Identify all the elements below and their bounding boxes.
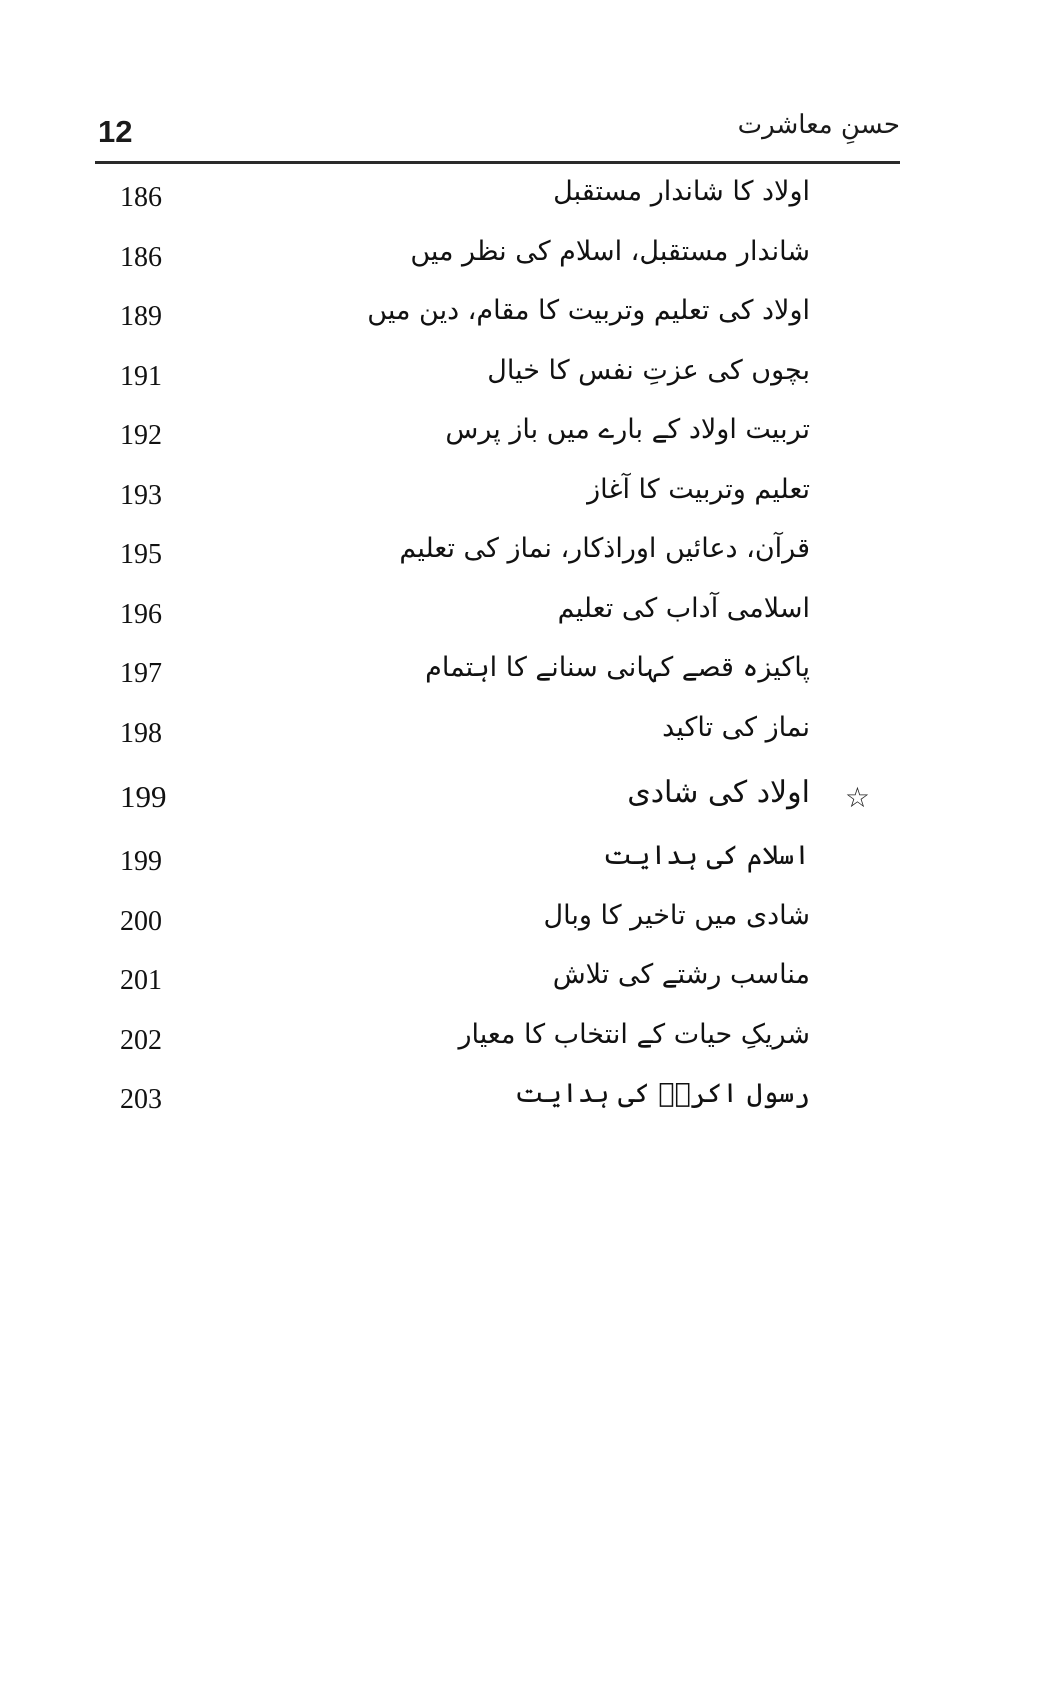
toc-page-number: 186 — [120, 241, 162, 273]
toc-section-heading — [110, 765, 880, 834]
toc-entry-title: مناسب رشتے کی تلاش — [552, 959, 810, 990]
toc-page-number: 193 — [120, 479, 162, 511]
toc-entry-title: تربیت اولاد کے بارے میں باز پرس — [445, 414, 810, 445]
toc-page-number: 199 — [120, 779, 167, 814]
toc-entry — [110, 953, 880, 1013]
toc-entry — [110, 587, 880, 647]
toc-page-number: 199 — [120, 846, 162, 877]
toc-entry-title: اولاد کی تعلیم وتربیت کا مقام، دین میں — [367, 295, 810, 326]
toc-page-number: 201 — [120, 965, 162, 996]
toc-page-number: 191 — [120, 360, 162, 392]
toc-page-number: 189 — [120, 301, 162, 332]
toc-entry-title: بچوں کی عزتِ نفس کا خیال — [487, 354, 810, 386]
toc-entry-title: رسول اکرمؐ کی ہدایت — [514, 1078, 810, 1109]
toc-entry — [110, 1072, 880, 1132]
toc-page-number: 203 — [120, 1084, 162, 1115]
toc-entry — [110, 408, 880, 468]
page-number: 12 — [98, 114, 133, 149]
toc-entry-title: پاکیزہ قصے کہانی سنانے کا اہتمام — [425, 652, 810, 683]
toc-entry-title: شاندار مستقبل، اسلام کی نظر میں — [410, 235, 810, 267]
toc-entry-title: قرآن، دعائیں اوراذکار، نماز کی تعلیم — [399, 533, 810, 564]
toc-entry-title: نماز کی تاکید — [662, 711, 810, 743]
toc-entry — [110, 646, 880, 706]
toc-page-number: 200 — [120, 905, 162, 937]
toc-entry — [110, 1013, 880, 1073]
toc-page-number: 192 — [120, 420, 162, 451]
toc-entry-title: تعلیم وتربیت کا آغاز — [587, 473, 810, 505]
toc-entry — [110, 894, 880, 954]
toc-entry-title: شادی میں تاخیر کا وبال — [543, 899, 810, 931]
toc-entry-title: اسلامی آداب کی تعلیم — [557, 592, 810, 624]
toc-entry — [110, 706, 880, 766]
header-divider — [95, 161, 900, 164]
book-title: حسنِ معاشرت — [737, 110, 900, 140]
toc-entry-title: اولاد کی شادی — [627, 775, 810, 810]
toc-entry-title: اولاد کا شاندار مستقبل — [553, 176, 810, 207]
toc-entry — [110, 349, 880, 409]
toc-page-number: 202 — [120, 1024, 162, 1056]
toc-page-number: 197 — [120, 658, 162, 689]
toc-entry-title: اسلام کی ہدایت — [602, 840, 810, 871]
toc-entry — [110, 170, 880, 230]
toc-entry — [110, 230, 880, 290]
toc-entry — [110, 527, 880, 587]
toc-page-number: 186 — [120, 182, 162, 213]
toc-entry-title: شریکِ حیات کے انتخاب کا معیار — [458, 1018, 810, 1050]
page-header — [95, 108, 900, 160]
toc-entry — [110, 289, 880, 349]
star-icon: ☆ — [844, 781, 870, 814]
toc-page-number: 195 — [120, 539, 162, 570]
toc-page-number: 198 — [120, 717, 162, 749]
toc-entry — [110, 834, 880, 894]
toc-entry — [110, 468, 880, 528]
table-of-contents — [110, 170, 880, 1132]
toc-page-number: 196 — [120, 598, 162, 630]
